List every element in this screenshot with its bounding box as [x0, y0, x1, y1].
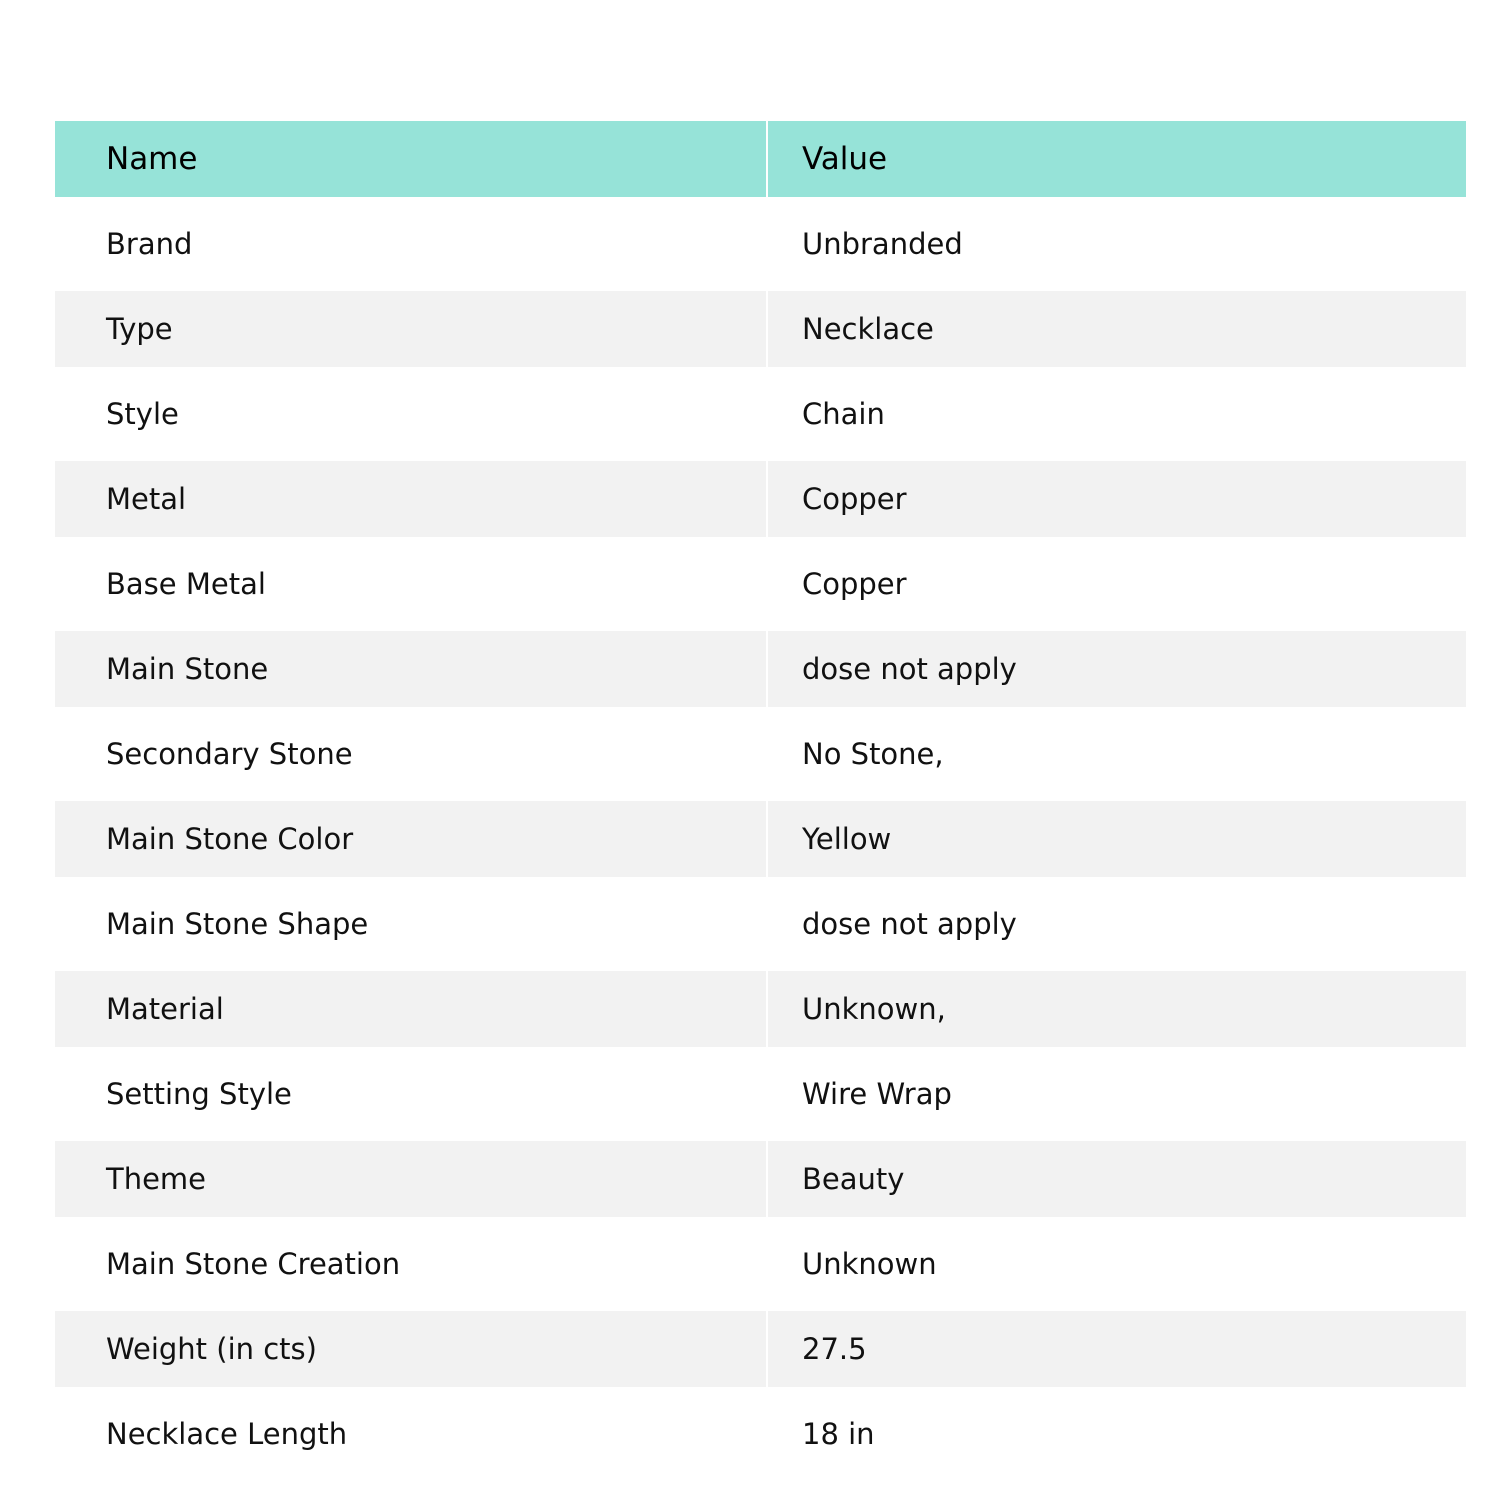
- table-row: [55, 1311, 1466, 1387]
- table-row: [55, 716, 1466, 792]
- row-value-cell: Unknown: [766, 1226, 1466, 1302]
- table-row: [55, 1396, 1466, 1472]
- table-row: [55, 801, 1466, 877]
- row-name-cell: Necklace Length: [106, 1417, 348, 1451]
- row-name-cell: Main Stone Shape: [106, 907, 369, 941]
- row-value-cell: Unknown,: [766, 971, 1466, 1047]
- row-name-cell: Main Stone: [106, 652, 269, 686]
- row-value-cell: Unbranded: [766, 206, 1466, 282]
- row-value-cell: Beauty: [766, 1141, 1466, 1217]
- row-value-cell: Chain: [766, 376, 1466, 452]
- table-row: [55, 206, 1466, 282]
- row-name-cell: Brand: [106, 227, 193, 261]
- row-value-cell: Necklace: [766, 291, 1466, 367]
- table-row: [55, 291, 1466, 367]
- table-row: [55, 886, 1466, 962]
- row-name-cell: Type: [106, 312, 173, 346]
- table-header-row: [55, 121, 1466, 197]
- spec-table: [55, 121, 1466, 1472]
- row-name-cell: Main Stone Creation: [106, 1247, 401, 1281]
- row-name-cell: Theme: [106, 1162, 207, 1196]
- row-value-cell: Copper: [766, 546, 1466, 622]
- row-name-cell: Material: [106, 992, 224, 1026]
- row-name-cell: Weight (in cts): [106, 1332, 317, 1366]
- row-value-cell: Yellow: [766, 801, 1466, 877]
- table-row: [55, 1141, 1466, 1217]
- row-name-cell: Style: [106, 397, 179, 431]
- table-row: [55, 546, 1466, 622]
- table-row: [55, 461, 1466, 537]
- row-value-cell: Copper: [766, 461, 1466, 537]
- row-name-cell: Secondary Stone: [106, 737, 353, 771]
- row-value-cell: No Stone,: [766, 716, 1466, 792]
- row-value-cell: Wire Wrap: [766, 1056, 1466, 1132]
- table-row: [55, 971, 1466, 1047]
- row-value-cell: dose not apply: [766, 886, 1466, 962]
- table-row: [55, 376, 1466, 452]
- column-header-name: Name: [106, 141, 198, 177]
- row-value-cell: 18 in: [766, 1396, 1466, 1472]
- row-value-cell: 27.5: [766, 1311, 1466, 1387]
- row-name-cell: Setting Style: [106, 1077, 292, 1111]
- row-name-cell: Base Metal: [106, 567, 266, 601]
- row-name-cell: Metal: [106, 482, 187, 516]
- table-row: [55, 1056, 1466, 1132]
- row-name-cell: Main Stone Color: [106, 822, 354, 856]
- column-header-value: Value: [766, 121, 1466, 197]
- table-row: [55, 1226, 1466, 1302]
- table-row: [55, 631, 1466, 707]
- row-value-cell: dose not apply: [766, 631, 1466, 707]
